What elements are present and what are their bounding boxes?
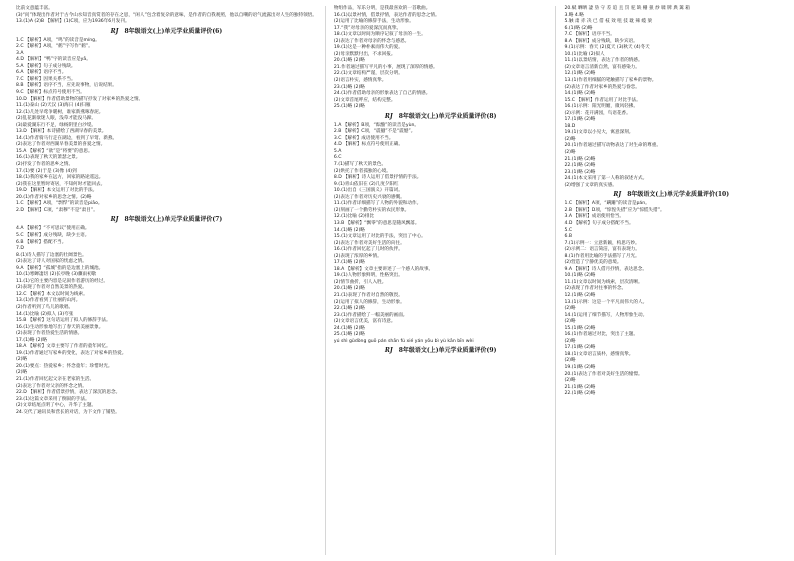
answer-line: 9.C 【解析】标点符号使用不当。 [16, 90, 85, 96]
answer-line: 比前文意蕴丰富。 [16, 6, 53, 11]
answer-line: (2)营造了宁静优美的意境。 [564, 260, 622, 266]
section-badge: RJ [613, 191, 622, 199]
section-header [564, 190, 778, 200]
section-badge: RJ [110, 27, 119, 35]
answer-line: 7.C 【解析】语序不当。 [564, 32, 615, 38]
answer-line: 5.触 肃 赤 决 已 借 枝 效 咀 技 耽 辣 缆 梁 [564, 19, 653, 25]
section-header [16, 27, 317, 37]
answer-line: 14.(1)作者骑马行走在湖边，看到了早莺、新燕。 [16, 135, 118, 141]
answer-line: 16.(1)生动形象地写出了春天的美丽景象。 [16, 324, 104, 330]
answer-line: 12.(1)比喻 (2)排比 [333, 214, 375, 220]
answer-line: 8.(1)作者用比喻的手法描写了月光。 [564, 253, 640, 259]
answer-line: (2)表达了作者对历史兴衰的感慨。 [333, 194, 405, 200]
answer-line: (2)母亲默默付出，不求回报。 [333, 51, 396, 57]
answer-line: (2)烘托了作者孤独的心境。 [333, 168, 391, 174]
answer-line: 20.(1)作者对家乡的思念之情。(2)略 [16, 194, 92, 200]
answer-line: 13.(1)作者用细腻的笔触描写了家乡的景物。 [564, 78, 657, 84]
answer-line: 4.A 【解析】“不可思议”使用正确。 [16, 226, 90, 232]
answer-line: 25.(1)略 (2)略 [333, 104, 365, 110]
answer-line: 23.(1)略 (2)略 [333, 84, 365, 90]
answer-line: 18.(1)文章语言质朴，感情真挚。 [564, 351, 634, 357]
answer-line: 13.D 【解析】本诗描绘了西湖早春的美景。 [16, 129, 107, 135]
answer-line: 11.(1)文章以时间为线索，层次清晰。 [564, 279, 643, 285]
answer-line: 12.(1)略 (2)略 [564, 292, 596, 298]
answer-line: 6.(1)略 (2)略 [564, 25, 593, 31]
answer-column-2 [325, 6, 556, 555]
answer-line: 9.(1)示例：春天 (2)夏天 (3)秋天 (4)冬天 [564, 45, 650, 51]
section-header [334, 346, 548, 356]
answer-line: 5.A [333, 148, 342, 154]
answer-line: 3.C 【解析】成语使用不当。 [333, 135, 394, 141]
answer-line: 10.(1)略 (2)略 [564, 273, 596, 279]
answer-line: 24.(1)作者借助母亲的形象表达了自己的情感。 [333, 91, 431, 97]
answer-line: (2)表达了作者对美好生活的向往。 [333, 240, 405, 246]
answer-line: 20.(1)略 (2)略 [333, 286, 365, 292]
answer-line: 20.(1)要点：热爱家乡；怀念童年；珍惜时光。 [16, 363, 113, 369]
answer-line: (2)表达了作者对家乡的热爱与眷恋。 [564, 84, 640, 90]
answer-line: 13.(1)示例：这是一个平凡而伟大的人。 [564, 299, 648, 305]
answer-line: 5.C [564, 227, 573, 233]
answer-line: 16.(1)作者回忆起了儿时的伙伴。 [333, 247, 403, 253]
answer-line: 3.A [16, 50, 24, 56]
answer-line: 1.C 【解析】A项，“剽悍”的读音是piāo。 [16, 201, 103, 207]
answer-line: 25.(1)略 (2)略 [333, 332, 365, 338]
answer-line: 21.作者通过描写平凡的小事，展现了深厚的情感。 [333, 64, 438, 70]
answer-line: 18.D [564, 123, 576, 129]
answer-line: 5.A 【解析】句子成分残缺。 [16, 63, 76, 69]
answer-line: 22.(1)略 (2)略 [564, 391, 596, 397]
answer-line: (2)略 [564, 319, 576, 325]
answer-line: (2)表现了浓厚的乡情。 [333, 253, 382, 259]
answer-line: 22.(1)文章结构严谨，层次分明。 [333, 71, 403, 77]
answer-line: 18.(1)我的家乡在远方，回家的路途遥远。 [16, 175, 104, 181]
answer-line: (2)示例二：语言简洁，富有表现力。 [564, 247, 640, 253]
answer-line: (2)表现了作者对自然美景的热爱。 [16, 285, 87, 291]
answer-line: 4.D 【解析】句子成分搭配不当。 [564, 220, 634, 226]
answer-line: (2)文章语言优美，富有诗意。 [333, 319, 396, 325]
answer-line: 3.略 4.略 [564, 12, 584, 18]
answer-line: (2)运用了比喻的修辞手法，生动形象。 [333, 19, 414, 25]
answer-line: 9.(1)青山依旧在 (2)几度夕阳红 [333, 181, 399, 187]
answer-line: 1.C 【解析】A项，“鸣”的读音是míng。 [16, 37, 100, 43]
answer-line: (2)乱花渐欲迷人眼，浅草才能没马蹄。 [16, 116, 97, 122]
answer-line: 1.C 【解析】A项，“蹒跚”的读音是pán。 [564, 201, 650, 207]
answer-line: 7.(1)示例一：立意新颖，构思巧妙。 [564, 240, 640, 246]
answer-line: 12.(1)几处早莺争暖树，谁家新燕啄春泥。 [16, 109, 104, 115]
answer-line: 14.(1)运用了细节描写，人物形象生动。 [564, 312, 648, 318]
answer-line: 12.(1)略 (2)略 [564, 71, 596, 77]
section-badge: RJ [110, 216, 119, 224]
answer-line: 16.(1)作者通过对比，突出了主题。 [564, 332, 638, 338]
answer-line: 7.C 【解析】因果关系不当。 [16, 76, 76, 82]
answer-line: (2)文章语言清新自然，富有感染力。 [564, 64, 640, 70]
answer-line: 6.A 【解析】语序不当。 [16, 70, 67, 76]
answer-line: 17.(1)略 (2)略 [564, 117, 596, 123]
answer-line: 19.(1)作者通过写家乡的变化，表达了对家乡的热爱。 [16, 350, 127, 356]
answer-line: (2)文章首尾呼应，结构完整。 [333, 97, 396, 103]
answer-line: 22.(1)略 (2)略 [564, 163, 596, 169]
answer-line: 10.(1)比喻 (2)拟人 [564, 51, 605, 57]
answer-line: 24.(1)略 (2)略 [333, 325, 365, 331]
answer-line: (2)略 [564, 378, 576, 384]
answer-columns [8, 6, 786, 555]
answer-line: (2)示例：花开满园，鸟语花香。 [564, 110, 631, 116]
answer-line: yú shì gǔdòng guō pán shān fú xié yán yōu bì yù kān bīn wèi [333, 338, 474, 344]
answer-line: 13.(1)A (2)B 【解析】(1)C项，应为1936年6月发刊。 [16, 19, 130, 25]
answer-line: (2)表达了诗人对国家的忧虑之情。 [16, 259, 87, 265]
answer-line: (2)运用了拟人的修辞，生动形象。 [333, 299, 405, 305]
section-header [16, 215, 317, 225]
answer-line: 23.(1)作者描绘了一幅美丽的画面。 [333, 312, 408, 318]
answer-line: 10.(1)寒蝉凄切 (2)长亭晚 (3)骤雨初歇 [16, 272, 97, 278]
answer-line: (2)抒发了作者的思乡之情。 [16, 162, 74, 168]
answer-line: 3.A 【解析】成语使用恰当。 [564, 214, 624, 220]
answer-line: 2.C 【解析】A项，“鹤”字写作“鹤”。 [16, 44, 93, 50]
answer-line: 2.D 【解析】C项，“肃穆”不是“肃目”。 [16, 207, 98, 213]
answer-line: (2)略 [564, 358, 576, 364]
answer-line: 17.(1)略 (2)略 [333, 260, 365, 266]
answer-line: 18.A 【解析】文章主要讲述了一个感人的故事。 [333, 266, 434, 272]
answer-line: 9.A 【解析】“孤城”指的是边塞上的城池。 [16, 265, 104, 271]
section-header [334, 112, 548, 122]
answer-line: 物组作品，军乐分明，是我最喜欢的一首歌曲。 [333, 6, 431, 11]
answer-line: 6.B 【解析】搭配不当。 [16, 239, 67, 245]
answer-line: (2)我在这里暂时寄居，不知何时才能回去。 [16, 181, 106, 187]
answer-line: 18.(1)文章以时间为顺序记叙了母亲的一生。 [333, 32, 426, 38]
answer-line: 8.B 【解析】语序不当，应先说事物，后说结果。 [16, 83, 117, 89]
answer-line: 7.(1)描写了秋天的景色。 [333, 162, 387, 168]
answer-line: 21.(1)略 (2)略 [564, 156, 596, 162]
answer-line: 2.B 【解析】D项，“惊惶失措”应为“惊慌失措”。 [564, 207, 665, 213]
answer-line: 14.(1)略 (2)略 [333, 227, 365, 233]
answer-line: (2)增强了文章的真实感。 [564, 182, 617, 188]
answer-line: (2)表达了作者对母亲的怀念与感恩。 [333, 38, 410, 44]
answer-line: 15.C 【解析】作者运用了对比手法。 [564, 97, 641, 103]
answer-line: 24.(1)本文采用了第一人称的叙述方式。 [564, 176, 648, 182]
answer-line: 20.(1)作者通过描写动物表达了对生命的尊重。 [564, 143, 661, 149]
answer-line: (2)文章结尾点明了中心，升华了主题。 [16, 403, 97, 409]
answer-line: (2)略 [564, 306, 576, 312]
section-badge: RJ [384, 347, 393, 355]
answer-line: 14.(1)略 (2)略 [564, 91, 596, 97]
answer-line: 11.(1)它的主要内容是记叙作者游历的经过。 [16, 278, 108, 284]
answer-line: 17.“我”对母亲的爱深沉而真挚。 [333, 25, 402, 31]
answer-line: 16.(1)示例：阳光明媚，微风轻拂。 [564, 104, 638, 110]
answer-column-3 [555, 6, 786, 555]
answer-line: 1.A 【解析】B项，“酝酿”的读音是yùn。 [333, 122, 420, 128]
answer-line: (2)略 [564, 136, 576, 142]
answer-line: 15.B 【解析】这句话运用了拟人的修辞手法。 [16, 318, 111, 324]
answer-line: (2)表达了作者对西湖早春美景的喜爱之情。 [16, 142, 106, 148]
answer-line: 10.D 【解析】作者借助景物的描写抒发了对家乡的热爱之情。 [16, 96, 144, 102]
answer-line: 11.(1)以景结情，表达了作者的情感。 [564, 58, 643, 64]
answer-line: (2)语言朴实，感情真挚。 [333, 78, 387, 84]
answer-line: (2)略 [564, 338, 576, 344]
answer-line: 17.(1)略 (2)略 [16, 337, 47, 343]
answer-line: 11.(1)作者详细描写了人物的外貌和动作。 [333, 201, 422, 207]
answer-line: 12.C 【解析】本文以时间为线索。 [16, 291, 88, 297]
answer-line: (2)略 [16, 357, 28, 363]
section-title: 8年级语文(上)单元学业质量评价(6) [124, 27, 223, 35]
answer-line: (2)情节曲折，引人入胜。 [333, 279, 387, 285]
answer-line: 17.(1)要 (2)于是 (3)像 (4)到 [16, 168, 77, 174]
answer-column-1 [8, 6, 325, 555]
answer-line: 4.D 【解析】“鸭”字的读音应是yā。 [16, 57, 91, 63]
answer-line: 18.A 【解析】文章主要写了作者的童年回忆。 [16, 344, 111, 350]
answer-line: 23.(1)略 (2)略 [564, 169, 596, 175]
answer-line: (2)表达了作者对父亲的怀念之情。 [16, 383, 87, 389]
section-title: 8年级语文(上)单元学业质量评价(8) [398, 112, 497, 120]
answer-line: 22.(1)略 (2)略 [333, 306, 365, 312]
answer-line: 20.赋 晒晒 凄 垦 守 差 追 且 罚 驼 缺 栅 狠 炒 啸 牌 典 篱 箱 [564, 6, 690, 11]
answer-line: 21.(1)表现了作者对自然的敬畏。 [333, 292, 403, 298]
answer-line: 6.C [333, 155, 342, 161]
section-badge: RJ [384, 112, 393, 120]
answer-line: 8.D 【解析】诗人运用了借景抒情的手法。 [333, 175, 422, 181]
answer-line: (3)“问”体现出作者对于古今山水知音真赏者的存在之思，“闲人”包含着复杂的意味，是作者的自我观照，他以自嘲的语气流露出对人生的独特领悟。 [16, 12, 317, 18]
answer-line: 9.A 【解析】诗人借月抒情，表达思念。 [564, 266, 647, 272]
answer-line: 16.(1)以景衬情，借景抒情，表达作者的思念之情。 [333, 12, 440, 18]
answer-line: 17.(1)略 (2)略 [564, 345, 596, 351]
answer-line: 4.D 【解析】标点符号使用正确。 [333, 142, 403, 148]
answer-line: 20.(1)表达了作者对美好生活的憧憬。 [564, 371, 643, 377]
answer-line: 11.(1)泰山 (2)天汉 (3)海日 (4)归雁 [16, 103, 91, 109]
answer-line: 10.(1)出自《三国演义》开篇词。 [333, 188, 403, 194]
answer-line: (2)略 [564, 150, 576, 156]
answer-line: 8.A 【解析】成分残缺，缺少宾语。 [564, 38, 638, 44]
answer-line: 21.(1)略 (2)略 [564, 384, 596, 390]
answer-line: 23.(1)这篇文章采用了倒叙的手法。 [16, 396, 90, 402]
answer-line: 13.(1)作者看到了壮丽的山河。 [16, 298, 81, 304]
answer-line: 19.(1)文章以小见大，寓意深刻。 [564, 130, 634, 136]
answer-line: (3)最爱湖东行不足，绿杨阴里白沙堤。 [16, 122, 97, 128]
answer-line: 21.(1)作者回忆起父亲在老家的生活。 [16, 376, 95, 382]
answer-line: 6.B [564, 234, 572, 240]
answer-line: 19.(1)这是一种朴素而伟大的爱。 [333, 45, 403, 51]
answer-line: (2)刻画了一个勤劳朴实的农民形象。 [333, 207, 410, 213]
answer-line: 15.(1)略 (2)略 [564, 325, 596, 331]
answer-line: 5.C 【解析】成分残缺，缺少主语。 [16, 232, 90, 238]
section-title: 8年级语文(上)单元学业质量评价(10) [627, 191, 730, 199]
answer-line: 22.D 【解析】作者借景抒情，表达了深沉的思念。 [16, 390, 121, 396]
section-title: 8年级语文(上)单元学业质量评价(9) [398, 347, 497, 355]
answer-line: 14.(1)比喻 (2)拟人 (3)夸张 [16, 311, 74, 317]
answer-line: 13.B 【解析】“飘零”的意思是随风飘落。 [333, 220, 420, 226]
answer-line: 19.(1)略 (2)略 [564, 364, 596, 370]
answer-line: 8.(1)诗人描写了边塞的壮阔景色。 [16, 252, 87, 258]
section-title: 8年级语文(上)单元学业质量评价(7) [124, 216, 223, 224]
answer-line: (2)略 [16, 370, 28, 376]
answer-line: 15.A 【解析】“欲”是“将要”的意思。 [16, 148, 93, 154]
answer-line: 19.D 【解析】本文运用了对比的手法。 [16, 188, 98, 194]
answer-line: 15.(1)文章运用了对比的手法，突出了中心。 [333, 234, 426, 240]
answer-line: (2)表现了作者热爱生活的情感。 [16, 331, 83, 337]
answer-line: 7.D [16, 246, 24, 252]
answer-line: 24.交代了通讯员和营长的对话，为下文作了铺垫。 [16, 409, 120, 415]
answer-line: 20.(1)略 (2)略 [333, 58, 365, 64]
answer-line: (2)作者听到了鸟儿的歌唱。 [16, 304, 74, 310]
answer-line: 19.(1)人物形象鲜明，性格突出。 [333, 273, 403, 279]
answer-line: 16.(1)表现了秋天的萧瑟之景。 [16, 155, 81, 161]
answer-line: (2)表现了作者对往事的怀念。 [564, 286, 627, 292]
answer-line: 2.B 【解析】C项，“震撼”不是“震憾”。 [333, 129, 416, 135]
